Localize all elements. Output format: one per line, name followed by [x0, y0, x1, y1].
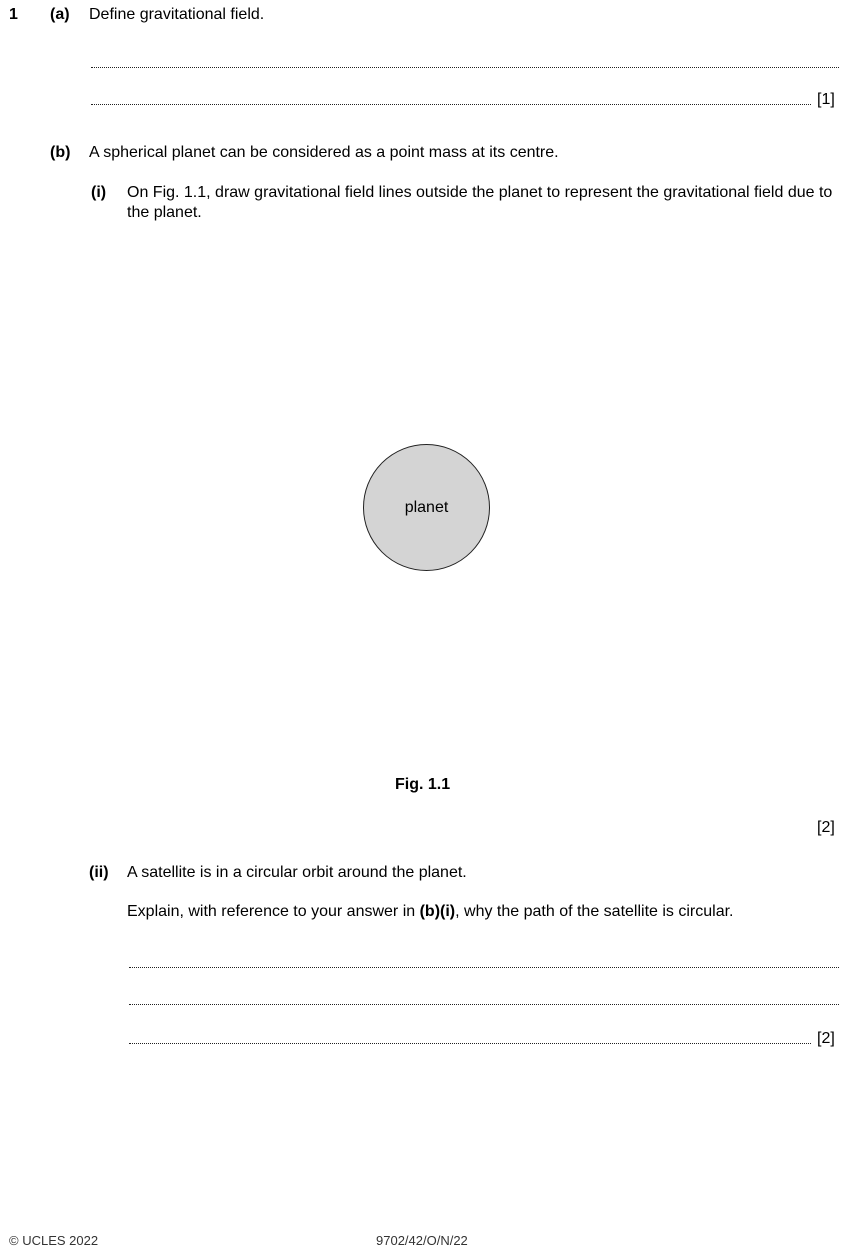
part-bii-label: (ii)	[89, 864, 109, 881]
answer-line-a-1[interactable]	[91, 67, 839, 68]
part-a-question: Define gravitational field.	[89, 6, 265, 23]
part-bi-label: (i)	[91, 184, 107, 201]
answer-line-bii-2[interactable]	[129, 1004, 839, 1005]
answer-line-a-2[interactable]	[91, 104, 811, 105]
figure-caption: Fig. 1.1	[395, 776, 451, 793]
part-b-label: (b)	[50, 144, 71, 161]
explain-text-after: , why the path of the satellite is circular.	[455, 903, 734, 920]
part-bii-statement: A satellite is in a circular orbit around the planet.	[127, 864, 467, 881]
marks-bi: [2]	[817, 819, 835, 836]
footer-copyright: © UCLES 2022	[9, 1233, 99, 1248]
planet-label: planet	[404, 498, 449, 516]
marks-bii: [2]	[817, 1030, 835, 1047]
answer-line-bii-3[interactable]	[129, 1043, 811, 1044]
part-bii-question	[127, 903, 733, 921]
planet-figure[interactable]	[363, 444, 490, 571]
part-a-label: (a)	[50, 6, 70, 23]
explain-reference: (b)(i)	[419, 903, 456, 920]
part-bi-question: On Fig. 1.1, draw gravitational field lines outside the planet to represent the gravitational field due to the planet.	[127, 184, 833, 221]
footer-paper-code: 9702/42/O/N/22	[376, 1233, 468, 1248]
question-number: 1	[9, 6, 18, 23]
marks-a: [1]	[817, 91, 835, 108]
answer-line-bii-1[interactable]	[129, 967, 839, 968]
part-b-statement: A spherical planet can be considered as a point mass at its centre.	[89, 144, 559, 161]
explain-text-before: Explain, with reference to your answer in	[127, 903, 420, 920]
